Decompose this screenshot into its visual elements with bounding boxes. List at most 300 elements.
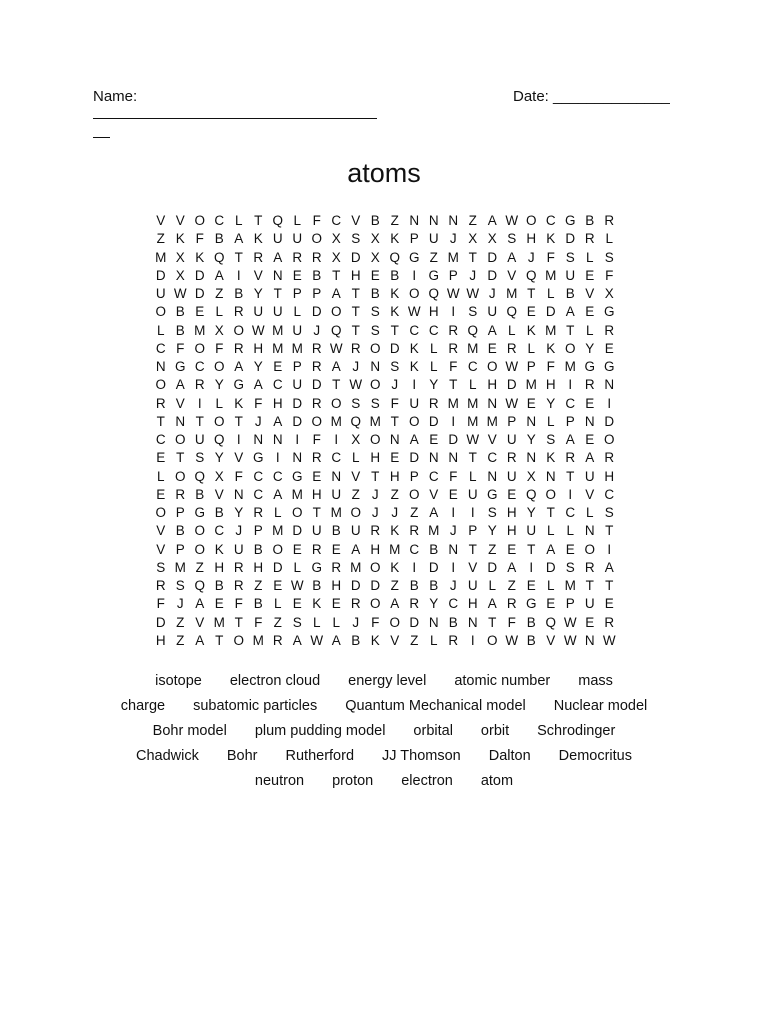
grid-letter: B: [526, 632, 536, 648]
grid-letter: E: [429, 432, 439, 447]
grid-row: [151, 322, 619, 340]
grid-letter: D: [370, 578, 381, 593]
grid-letter: A: [253, 377, 263, 393]
grid-row: [151, 559, 619, 577]
grid-letter: N: [233, 486, 244, 502]
grid-letter: X: [175, 267, 185, 283]
grid-letter: A: [585, 450, 595, 466]
grid-letter: B: [195, 486, 205, 502]
grid-letter: A: [546, 541, 556, 557]
grid-letter: J: [449, 523, 457, 539]
grid-letter: R: [370, 523, 381, 539]
grid-letter: S: [370, 304, 380, 320]
grid-letter: T: [488, 614, 497, 630]
grid-row: [151, 340, 619, 358]
grid-letter: F: [507, 614, 516, 630]
grid-letter: Z: [215, 286, 224, 301]
grid-letter: R: [194, 377, 205, 393]
grid-letter: E: [604, 596, 614, 612]
grid-letter: R: [311, 359, 322, 374]
grid-letter: R: [253, 505, 264, 520]
grid-letter: M: [525, 377, 537, 393]
grid-letter: E: [585, 432, 595, 447]
grid-letter: Z: [176, 614, 185, 630]
grid-letter: J: [371, 486, 379, 502]
grid-letter: N: [526, 413, 537, 429]
grid-letter: A: [351, 541, 361, 557]
grid-letter: D: [545, 304, 556, 320]
grid-letter: E: [370, 267, 380, 283]
grid-letter: T: [234, 413, 243, 429]
grid-letter: Z: [410, 505, 419, 520]
grid-letter: D: [292, 395, 303, 411]
grid-letter: V: [351, 468, 361, 484]
grid-letter: C: [545, 213, 556, 228]
grid-letter: Z: [351, 486, 360, 502]
grid-letter: U: [292, 231, 303, 247]
grid-letter: H: [272, 395, 283, 411]
name-line: [93, 118, 377, 119]
grid-letter: E: [331, 596, 341, 612]
grid-letter: K: [253, 231, 263, 247]
grid-letter: D: [409, 450, 420, 466]
grid-letter: R: [292, 249, 303, 265]
grid-letter: U: [487, 304, 498, 320]
word-list-item: Nuclear model: [553, 697, 648, 714]
grid-letter: C: [253, 486, 264, 502]
word-list-item: JJ Thomson: [382, 748, 461, 765]
grid-row: [151, 212, 619, 230]
grid-letter: E: [487, 340, 497, 356]
grid-letter: Z: [468, 213, 477, 228]
grid-letter: B: [331, 523, 341, 539]
grid-letter: Z: [254, 578, 263, 593]
grid-letter: R: [311, 450, 322, 466]
grid-letter: I: [197, 395, 202, 411]
grid-letter: F: [371, 614, 380, 630]
grid-letter: R: [506, 596, 517, 612]
grid-letter: C: [155, 340, 166, 356]
grid-row: [151, 577, 619, 595]
grid-letter: A: [175, 377, 185, 393]
grid-letter: C: [604, 486, 615, 502]
grid-letter: S: [507, 231, 517, 247]
grid-letter: L: [293, 304, 301, 320]
grid-letter: Y: [526, 505, 536, 520]
grid-letter: M: [213, 614, 225, 630]
grid-letter: Q: [350, 413, 361, 429]
grid-letter: R: [155, 578, 166, 593]
grid-letter: G: [428, 267, 439, 283]
grid-row: [151, 285, 619, 303]
grid-letter: K: [390, 559, 400, 575]
grid-letter: W: [349, 377, 363, 393]
grid-letter: V: [585, 286, 595, 301]
grid-letter: S: [370, 395, 380, 411]
grid-letter: M: [467, 395, 479, 411]
grid-letter: A: [507, 249, 517, 265]
grid-letter: R: [506, 450, 517, 466]
grid-row: [151, 431, 619, 449]
grid-letter: L: [273, 596, 282, 612]
grid-letter: P: [409, 231, 419, 247]
grid-row: [151, 541, 619, 559]
grid-letter: G: [233, 377, 244, 393]
grid-letter: V: [214, 486, 224, 502]
grid-letter: X: [214, 468, 224, 484]
grid-letter: W: [505, 359, 519, 374]
grid-letter: A: [487, 322, 497, 338]
grid-letter: L: [605, 231, 613, 247]
grid-letter: K: [409, 340, 419, 356]
grid-letter: U: [272, 304, 283, 320]
grid-letter: V: [253, 267, 263, 283]
grid-letter: O: [369, 559, 381, 575]
grid-letter: P: [409, 468, 419, 484]
grid-letter: U: [584, 468, 595, 484]
grid-letter: F: [195, 231, 204, 247]
grid-letter: O: [291, 505, 303, 520]
grid-letter: L: [546, 413, 555, 429]
grid-letter: O: [194, 213, 205, 228]
grid-letter: Q: [272, 213, 283, 228]
grid-letter: I: [451, 304, 456, 320]
grid-letter: Q: [213, 249, 225, 265]
grid-letter: T: [215, 632, 224, 648]
word-list-item: neutron: [254, 773, 305, 790]
grid-letter: X: [331, 231, 341, 247]
grid-letter: B: [253, 541, 263, 557]
grid-letter: K: [390, 286, 400, 301]
grid-letter: H: [253, 340, 264, 356]
grid-letter: B: [175, 322, 185, 338]
grid-letter: H: [526, 231, 537, 247]
grid-letter: V: [429, 486, 439, 502]
grid-letter: D: [428, 559, 439, 575]
grid-letter: J: [352, 359, 360, 374]
grid-letter: S: [175, 578, 185, 593]
grid-letter: J: [371, 505, 379, 520]
grid-letter: N: [448, 541, 459, 557]
grid-row: [151, 486, 619, 504]
grid-letter: N: [545, 468, 556, 484]
grid-letter: D: [506, 377, 517, 393]
grid-letter: O: [408, 413, 420, 429]
grid-letter: O: [330, 395, 342, 411]
grid-letter: Q: [389, 249, 400, 265]
grid-letter: I: [412, 267, 417, 283]
grid-letter: T: [332, 267, 341, 283]
grid-row: [151, 395, 619, 413]
grid-letter: H: [370, 450, 381, 466]
grid-letter: M: [389, 541, 401, 557]
grid-letter: L: [429, 340, 438, 356]
grid-letter: E: [273, 578, 283, 593]
grid-letter: E: [214, 596, 224, 612]
grid-letter: X: [331, 249, 341, 265]
grid-letter: M: [447, 249, 459, 265]
grid-letter: T: [605, 578, 614, 593]
grid-letter: T: [351, 304, 360, 320]
grid-letter: P: [292, 286, 302, 301]
grid-letter: K: [390, 231, 400, 247]
grid-letter: R: [448, 322, 459, 338]
grid-letter: O: [486, 359, 498, 374]
grid-letter: W: [251, 322, 265, 338]
grid-letter: N: [175, 413, 186, 429]
grid-letter: M: [564, 359, 576, 374]
grid-letter: E: [546, 596, 556, 612]
grid-letter: G: [174, 359, 186, 374]
grid-letter: X: [604, 286, 614, 301]
name-line-continuation: [93, 137, 110, 138]
grid-letter: W: [505, 213, 519, 228]
grid-letter: N: [448, 213, 459, 228]
grid-letter: R: [311, 340, 322, 356]
grid-row: [151, 267, 619, 285]
grid-letter: P: [253, 523, 263, 539]
grid-letter: H: [467, 596, 478, 612]
grid-letter: F: [546, 359, 555, 374]
grid-letter: U: [292, 322, 303, 338]
grid-letter: N: [467, 614, 478, 630]
grid-letter: T: [332, 377, 341, 393]
grid-letter: T: [176, 450, 185, 466]
grid-letter: T: [566, 322, 575, 338]
grid-letter: Y: [253, 359, 263, 374]
grid-letter: I: [568, 377, 573, 393]
grid-letter: E: [585, 614, 595, 630]
grid-letter: W: [602, 632, 616, 648]
name-label: Name:: [93, 88, 138, 105]
grid-letter: S: [351, 231, 361, 247]
grid-letter: C: [409, 322, 420, 338]
grid-letter: C: [214, 523, 225, 539]
grid-letter: D: [487, 249, 498, 265]
grid-letter: D: [350, 249, 361, 265]
grid-letter: O: [155, 377, 166, 393]
grid-letter: L: [546, 286, 555, 301]
grid-letter: I: [529, 559, 534, 575]
grid-letter: K: [175, 231, 185, 247]
grid-letter: E: [156, 450, 166, 466]
grid-letter: L: [429, 632, 438, 648]
grid-letter: V: [390, 632, 400, 648]
grid-letter: B: [351, 632, 361, 648]
grid-letter: Z: [176, 632, 185, 648]
grid-letter: S: [468, 304, 478, 320]
grid-letter: T: [390, 322, 399, 338]
grid-letter: O: [174, 468, 186, 484]
grid-letter: G: [564, 213, 576, 228]
grid-letter: O: [603, 432, 615, 447]
grid-letter: A: [214, 267, 224, 283]
grid-letter: D: [194, 286, 205, 301]
grid-letter: L: [527, 340, 535, 356]
grid-letter: R: [506, 340, 517, 356]
grid-letter: L: [585, 322, 594, 338]
grid-row: [151, 522, 619, 540]
grid-letter: H: [370, 541, 381, 557]
grid-letter: O: [486, 632, 498, 648]
grid-row: [151, 595, 619, 613]
grid-letter: K: [312, 596, 322, 612]
grid-letter: H: [389, 468, 400, 484]
grid-letter: G: [603, 359, 615, 374]
grid-letter: M: [272, 340, 284, 356]
grid-letter: A: [234, 231, 244, 247]
grid-letter: T: [449, 377, 458, 393]
grid-letter: L: [488, 578, 496, 593]
grid-letter: M: [350, 559, 362, 575]
grid-letter: B: [214, 231, 224, 247]
grid-letter: U: [467, 578, 478, 593]
grid-letter: K: [409, 359, 419, 374]
grid-letter: Q: [545, 614, 556, 630]
grid-letter: D: [194, 267, 205, 283]
grid-letter: I: [470, 505, 475, 520]
grid-letter: S: [292, 614, 302, 630]
grid-letter: L: [429, 359, 438, 374]
word-list-item: electron: [401, 773, 453, 790]
grid-letter: B: [565, 286, 575, 301]
grid-letter: N: [409, 213, 420, 228]
grid-letter: R: [233, 304, 244, 320]
grid-letter: D: [487, 267, 498, 283]
grid-letter: Z: [195, 559, 204, 575]
grid-letter: B: [175, 523, 185, 539]
grid-letter: E: [526, 304, 536, 320]
grid-letter: K: [234, 395, 244, 411]
grid-letter: B: [390, 267, 400, 283]
grid-letter: A: [429, 505, 439, 520]
grid-letter: L: [468, 377, 477, 393]
grid-letter: R: [584, 231, 595, 247]
grid-letter: X: [351, 432, 361, 447]
grid-letter: B: [214, 578, 224, 593]
grid-letter: X: [468, 231, 478, 247]
grid-letter: F: [546, 249, 555, 265]
grid-letter: A: [195, 596, 205, 612]
grid-letter: J: [449, 578, 457, 593]
grid-letter: I: [470, 632, 475, 648]
grid-letter: D: [311, 304, 322, 320]
grid-letter: P: [175, 541, 185, 557]
grid-letter: X: [526, 468, 536, 484]
grid-letter: Q: [428, 286, 439, 301]
grid-letter: L: [312, 614, 321, 630]
grid-letter: T: [312, 505, 321, 520]
grid-letter: R: [350, 340, 361, 356]
grid-letter: X: [370, 249, 380, 265]
grid-letter: R: [311, 541, 322, 557]
grid-letter: X: [370, 231, 380, 247]
grid-row: [151, 468, 619, 486]
grid-letter: W: [407, 304, 421, 320]
grid-letter: S: [546, 432, 556, 447]
grid-letter: I: [236, 432, 241, 447]
grid-row: [151, 632, 619, 650]
word-list-item: charge: [120, 697, 166, 714]
grid-letter: B: [370, 213, 380, 228]
grid-letter: E: [331, 541, 341, 557]
grid-letter: C: [428, 322, 439, 338]
grid-letter: F: [312, 213, 321, 228]
grid-letter: J: [527, 249, 535, 265]
grid-letter: T: [468, 450, 477, 466]
grid-letter: P: [468, 523, 478, 539]
grid-letter: M: [330, 505, 342, 520]
word-list-row: [0, 718, 768, 743]
grid-letter: E: [526, 395, 536, 411]
grid-letter: O: [194, 523, 205, 539]
grid-letter: B: [526, 614, 536, 630]
grid-letter: C: [487, 450, 498, 466]
grid-letter: W: [563, 632, 577, 648]
grid-letter: W: [310, 632, 324, 648]
grid-letter: E: [156, 486, 166, 502]
grid-letter: Y: [234, 505, 244, 520]
grid-letter: U: [331, 486, 342, 502]
grid-letter: O: [369, 432, 381, 447]
grid-letter: O: [311, 231, 322, 247]
grid-letter: F: [449, 468, 458, 484]
grid-letter: T: [566, 468, 575, 484]
word-list-row: [0, 744, 768, 769]
grid-letter: M: [467, 413, 479, 429]
grid-letter: Z: [390, 213, 399, 228]
grid-letter: C: [331, 450, 342, 466]
word-list-item: Quantum Mechanical model: [345, 697, 526, 714]
grid-letter: G: [584, 359, 595, 374]
grid-letter: R: [253, 249, 264, 265]
word-list-item: orbital: [413, 722, 453, 739]
grid-letter: Q: [467, 322, 478, 338]
grid-letter: Q: [194, 578, 205, 593]
word-list-item: subatomic particles: [193, 697, 318, 714]
grid-letter: V: [546, 632, 556, 648]
grid-letter: E: [390, 450, 400, 466]
grid-letter: A: [409, 432, 419, 447]
grid-letter: Z: [390, 578, 399, 593]
grid-letter: L: [293, 559, 301, 575]
grid-letter: F: [390, 395, 399, 411]
grid-letter: A: [487, 596, 497, 612]
grid-letter: L: [585, 249, 594, 265]
grid-letter: O: [194, 340, 205, 356]
grid-letter: N: [253, 432, 264, 447]
grid-letter: L: [468, 468, 477, 484]
grid-letter: N: [428, 450, 439, 466]
grid-letter: M: [447, 395, 459, 411]
grid-letter: N: [428, 614, 439, 630]
grid-letter: T: [527, 286, 536, 301]
grid-letter: Y: [214, 377, 224, 393]
grid-letter: U: [467, 486, 478, 502]
grid-letter: F: [215, 340, 224, 356]
grid-letter: H: [506, 505, 517, 520]
grid-letter: T: [585, 578, 594, 593]
grid-letter: M: [545, 322, 557, 338]
word-list-item: Bohr: [226, 748, 258, 765]
grid-letter: M: [291, 486, 303, 502]
grid-letter: Y: [214, 450, 224, 466]
word-list-row: [0, 693, 768, 718]
grid-letter: N: [526, 450, 537, 466]
grid-letter: R: [584, 559, 595, 575]
grid-letter: F: [176, 340, 185, 356]
grid-letter: R: [272, 632, 283, 648]
